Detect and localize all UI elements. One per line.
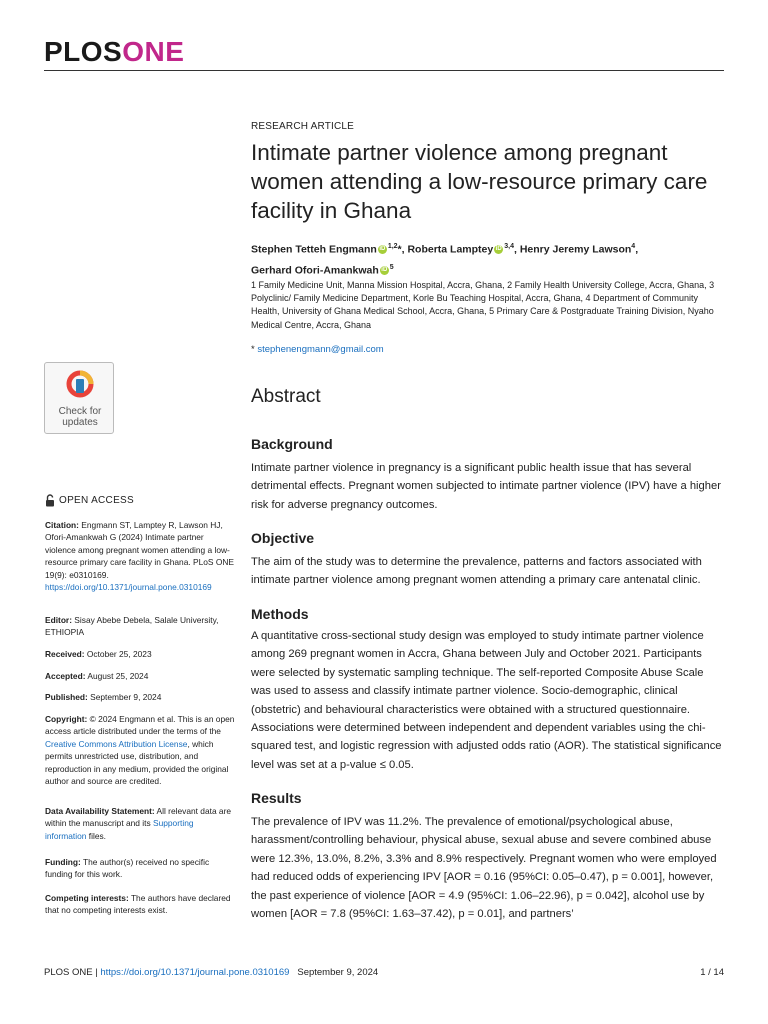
cc-license-link[interactable]: Creative Commons Attribution License bbox=[45, 738, 188, 749]
published-label: Published: bbox=[45, 692, 88, 702]
published-block bbox=[45, 691, 235, 703]
abstract-heading: Abstract bbox=[251, 386, 321, 407]
check-label-2: updates bbox=[62, 417, 98, 428]
background-text: Intimate partner violence in pregnancy is a significant public health issue that has several detrimental effects. Pregnant women subjected to intimate partner violence (IPV) have a higher risk for adverse pregnancy outcomes. bbox=[251, 462, 721, 511]
data-availability-block bbox=[45, 805, 235, 842]
open-lock-icon bbox=[45, 494, 55, 507]
orcid-icon[interactable]: iD bbox=[495, 246, 502, 253]
page-number: 1 / 14 bbox=[700, 967, 724, 978]
open-access-text: OPEN ACCESS bbox=[59, 495, 134, 507]
data-availability-text-1: All relevant data are within the manuscript and its bbox=[45, 806, 232, 829]
footer-date: September 9, 2024 bbox=[297, 967, 379, 978]
email-star: * bbox=[251, 344, 255, 355]
objective-heading: Objective bbox=[251, 530, 315, 546]
check-for-updates-icon bbox=[65, 369, 95, 399]
funding-text: The author(s) received no specific funding for this work. bbox=[45, 857, 210, 880]
competing-interests-label: Competing interests: bbox=[45, 893, 129, 903]
author-name[interactable]: Stephen Tetteh Engmann bbox=[251, 243, 377, 256]
journal-logo[interactable] bbox=[44, 36, 184, 68]
objective-text: The aim of the study was to determine the prevalence, patterns and factors associated with intimate partner violence among pregnant women attending a primary care antenatal clinic. bbox=[251, 556, 702, 587]
citation-text: Engmann ST, Lamptey R, Lawson HJ, Ofori-Amankwah G (2024) Intimate partner violence among pregnant women attending a low-resource primary care facility in Ghana. PLoS ONE 19(9): e0310169. bbox=[45, 520, 234, 580]
copyright-text-2: , which permits unrestricted use, distribution, and reproduction in any medium, provided the original author and source are credited. bbox=[45, 738, 229, 787]
citation-block bbox=[45, 519, 235, 593]
author-name[interactable]: Gerhard Ofori-Amankwah bbox=[251, 264, 379, 276]
affiliations: 1 Family Medicine Unit, Manna Mission Hospital, Accra, Ghana, 2 Family Health University College, Accra, Ghana, 3 Polyclinic/ Family Medicine Department, Korle Bu Teaching Hospital, Accra, Ghana, 4 Department of Community Health, University of Ghana Medical School, Accra, Ghana, 5 Primary Care & Postgraduate Training Division, Nyaho Medical Centre, Accra, Ghana bbox=[251, 280, 715, 330]
received-label: Received: bbox=[45, 649, 85, 659]
results-heading: Results bbox=[251, 790, 302, 806]
accepted-label: Accepted: bbox=[45, 671, 86, 681]
page-footer bbox=[44, 967, 724, 978]
background-heading: Background bbox=[251, 436, 333, 452]
orcid-icon[interactable]: iD bbox=[381, 266, 388, 273]
author-sep: *, bbox=[397, 243, 408, 256]
open-access-label bbox=[45, 494, 134, 507]
author-list bbox=[251, 238, 723, 279]
author-name[interactable]: Roberta Lamptey bbox=[407, 243, 494, 256]
received-block bbox=[45, 648, 235, 660]
results-text: The prevalence of IPV was 11.2%. The prevalence of emotional/psychological abuse, harassment/controlling behaviour, physical abuse, sexual abuse and severe combined abuse were 12.3%, 13.0%, 8.2%, 3.3% and 8.9% respectively. Pregnant women who were employed had reduced odds of experiencing IPV [AOR = 0.16 (95%CI: 0.05–0.47), p = 0.001], however, the past experience of violence [AOR = 4.9 (95%CI: 1.06–22.96), p = 0.042], alcohol use by women [AOR = 7.8 (95%CI: 1.63–37.42), p = 0.01], and partners’ bbox=[251, 816, 717, 921]
author-affil: 1,2 bbox=[387, 243, 398, 250]
funding-block bbox=[45, 856, 235, 881]
email-link[interactable]: stephenengmann@gmail.com bbox=[257, 344, 384, 355]
data-availability-text-2: files. bbox=[86, 830, 106, 841]
editor-block bbox=[45, 614, 235, 639]
author-affil: 4 bbox=[631, 243, 636, 250]
orcid-icon[interactable]: iD bbox=[379, 246, 386, 253]
accepted-block bbox=[45, 670, 235, 682]
editor-text: Sisay Abebe Debela, Salale University, ETHIOPIA bbox=[45, 615, 219, 638]
received-text: October 25, 2023 bbox=[84, 649, 152, 659]
check-label-1: Check for bbox=[58, 406, 102, 417]
article-title: Intimate partner violence among pregnant women attending a low-resource primary care facility in Ghana bbox=[251, 140, 708, 223]
footer-journal: PLOS ONE bbox=[44, 967, 93, 978]
author-affil: 3,4 bbox=[504, 243, 514, 250]
article-type: RESEARCH ARTICLE bbox=[251, 121, 355, 132]
editor-label: Editor: bbox=[45, 615, 72, 625]
competing-interests-block bbox=[45, 892, 235, 917]
footer-doi-link[interactable]: https://doi.org/10.1371/journal.pone.0310169 bbox=[100, 967, 290, 978]
published-text: September 9, 2024 bbox=[87, 692, 162, 702]
data-availability-label: Data Availability Statement: bbox=[45, 806, 155, 816]
competing-interests-text: The authors have declared that no competing interests exist. bbox=[45, 893, 231, 916]
methods-text: A quantitative cross-sectional study design was employed to study intimate partner violence among 269 pregnant women in Accra, Ghana between July and October 2021. Participants were selected by systematic sampling technique. The self-reported Composite Abuse Scale was used to assess and classify intimate partner violence. Socio-demographic, clinical (obstetric) and behavioural characteristics were obtained with a structured questionnaire. Associations were determined between independent and dependent variables using the chi-squared test, and logistic regression with adjusted odds ratio (AOR). The statistical significance level was set at a p-value ≤ 0.05. bbox=[251, 630, 722, 771]
citation-doi-link[interactable]: https://doi.org/10.1371/journal.pone.0310169 bbox=[45, 582, 212, 593]
accepted-text: August 25, 2024 bbox=[85, 671, 149, 681]
methods-heading: Methods bbox=[251, 606, 309, 622]
author-affil: 5 bbox=[389, 263, 394, 271]
funding-label: Funding: bbox=[45, 857, 81, 867]
corresponding-email[interactable] bbox=[251, 344, 384, 355]
copyright-text-1: © 2024 Engmann et al. This is an open access article distributed under the terms of the bbox=[45, 714, 235, 737]
copyright-label: Copyright: bbox=[45, 714, 88, 724]
footer-separator: | bbox=[92, 967, 101, 978]
author-sep: , bbox=[635, 243, 639, 256]
citation-label: Citation: bbox=[45, 520, 79, 530]
check-for-updates-badge[interactable] bbox=[44, 362, 114, 434]
author-name[interactable]: Henry Jeremy Lawson bbox=[519, 243, 632, 256]
supporting-information-link[interactable]: Supporting information bbox=[45, 818, 194, 841]
copyright-block bbox=[45, 713, 235, 787]
logo-one: ONE bbox=[122, 36, 185, 67]
logo-plos: PLOS bbox=[44, 36, 123, 67]
author-sep: , bbox=[513, 243, 520, 256]
header-divider bbox=[44, 70, 724, 71]
